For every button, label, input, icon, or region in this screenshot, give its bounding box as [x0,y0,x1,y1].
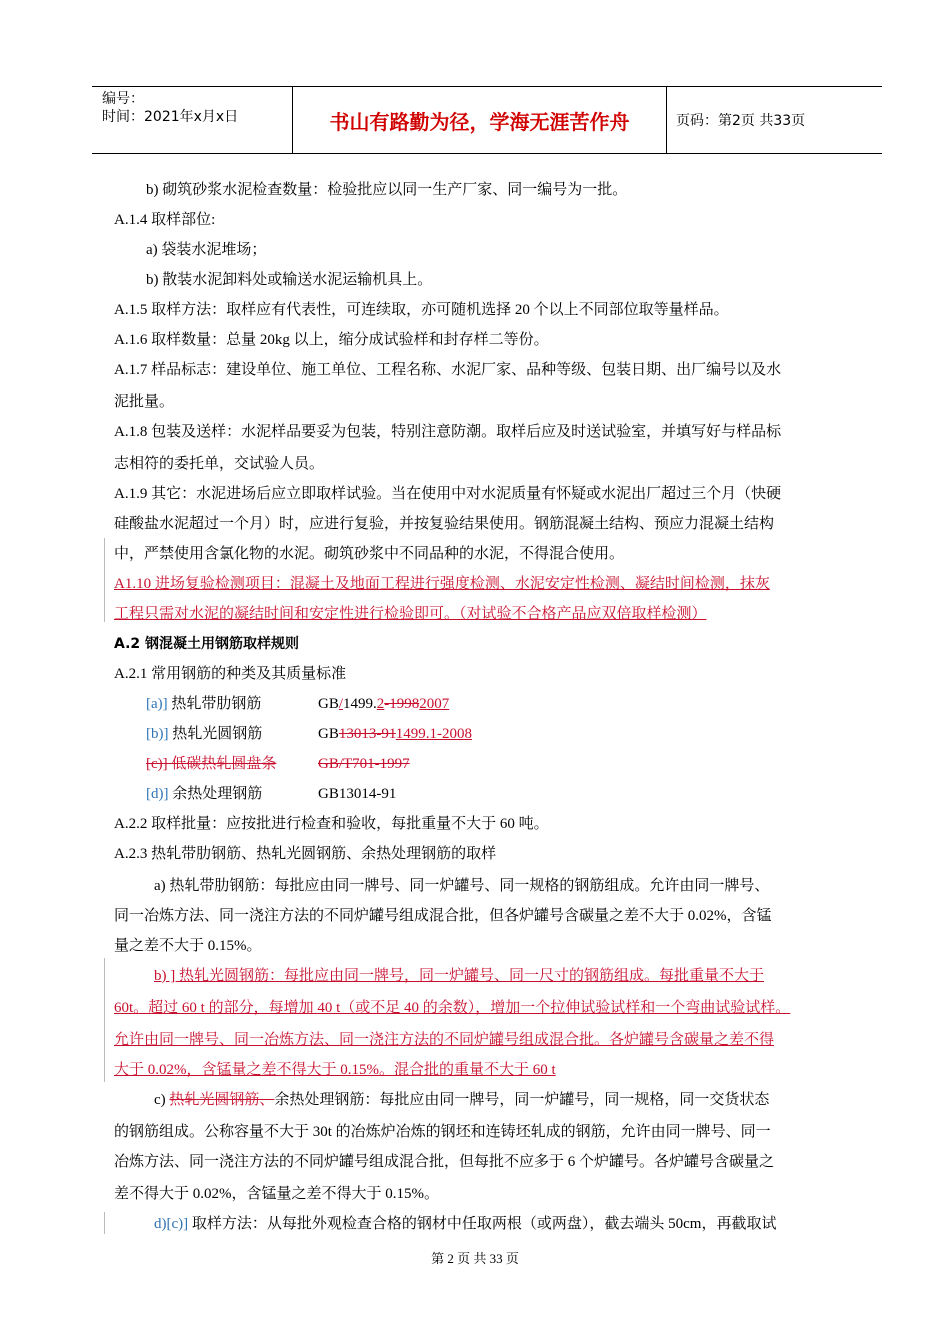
list-marker: d)[c)] [154,1216,189,1232]
inserted-text-line: b) ] 热轧光圆钢筋：每批应由同一牌号，同一炉罐号、同一尺寸的钢筋组成。每批重量不大于 [154,968,764,984]
text-line: 泥批量。 [114,394,175,410]
text-line: 量之差不大于 0.15%。 [114,938,262,954]
standard-code: GB13013-911499.1-2008 [318,726,473,742]
text-line: 的钢筋组成。公称容量不大于 30t 的冶炼炉冶炼的钢坯和连铸坯轧成的钢筋，允许由同一牌号、同一 [114,1124,771,1140]
text-line: 差不得大于 0.02%，含锰量之差不得大于 0.15%。 [114,1186,439,1202]
inserted-text-line: 60t。超过 60 t 的部分，每增加 40 t（或不足 40 的余数），增加一个拉伸试验试样和一个弯曲试验试样。 [114,1000,791,1016]
text-line: a) 袋装水泥堆场； [146,242,267,258]
text-line: A.1.5 取样方法：取样应有代表性，可连续取，亦可随机选择 20 个以上不同部位取等量样品。 [114,302,729,318]
page-header [92,86,882,154]
item-name: 热轧光圆钢筋 [168,726,263,742]
deleted-standard-item: [c)] 低碳热轧圆盘条 [146,756,277,772]
revision-bar [104,1212,105,1234]
text-line: A.1.7 样品标志：建设单位、施工单位、工程名称、水泥厂家、品种等级、包装日期、出厂编号以及水 [114,362,782,378]
text-line: b) 散装水泥卸料处或输送水泥运输机具上。 [146,272,433,288]
section-title: A.2 钢混凝土用钢筋取样规则 [114,636,300,652]
standard-item [146,694,261,714]
standard-item [146,784,262,804]
text-line: 中，严禁使用含氯化物的水泥。砌筑砂浆中不同品种的水泥，不得混合使用。 [114,546,625,562]
list-marker: [d)] [146,786,169,802]
header-page-info: 页码：第2页 共33页 [676,113,806,129]
revision-bar [104,538,105,622]
header-divider [666,87,667,153]
page-footer: 第 2 页 共 33 页 [431,1251,519,1266]
text-line: d)[c)] 取样方法：从每批外观检查合格的钢材中任取两根（或两盘），截去端头 50cm，再截取试 [154,1216,777,1232]
text-line: A.1.9 其它：水泥进场后应立即取样试验。当在使用中对水泥质量有怀疑或水泥出厂超过三个月（快硬 [114,486,782,502]
text-line: A.1.8 包装及送样：水泥样品要妥为包装，特别注意防潮。取样后应及时送试验室，并填写好与样品标 [114,424,782,440]
inserted-text-line: A1.10 进场复验检测项目：混凝土及地面工程进行强度检测、水泥安定性检测、凝结时间检测，抹灰 [114,576,770,592]
standard-code: GB/1499.2-19982007 [318,696,450,712]
text-line: 志相符的委托单，交试验人员。 [114,456,325,472]
text-line: A.2.1 常用钢筋的种类及其质量标准 [114,666,347,682]
revision-bar [104,958,105,1082]
section-heading: A.1.4 取样部位: [114,212,216,228]
inserted-text-line: 大于 0.02%，含锰量之差不得大于 0.15%。混合批的重量不大于 60 t [114,1062,556,1078]
inserted-text-line: 允许由同一牌号、同一冶炼方法、同一浇注方法的不同炉罐号组成混合批。各炉罐号含碳量之差不得 [114,1032,775,1048]
list-marker: [a)] [146,696,168,712]
text-line: 硅酸盐水泥超过一个月）时，应进行复验，并按复验结果使用。钢筋混凝土结构、预应力混凝土结构 [114,516,775,532]
text-line: b) 砌筑砂浆水泥检查数量：检验批应以同一生产厂家、同一编号为一批。 [146,182,628,198]
text-line: A.2.2 取样批量：应按批进行检查和验收，每批重量不大于 60 吨。 [114,816,549,832]
text-line: 同一冶炼方法、同一浇注方法的不同炉罐号组成混合批，但各炉罐号含碳量之差不大于 0.02%，含锰 [114,908,772,924]
standard-item [146,724,262,744]
text-line: c) 热轧光圆钢筋、余热处理钢筋：每批应由同一牌号，同一炉罐号，同一规格，同一交货状态 [154,1092,770,1108]
text-line: A.2.3 热轧带肋钢筋、热轧光圆钢筋、余热处理钢筋的取样 [114,846,497,862]
item-name: 余热处理钢筋 [168,786,263,802]
deleted-text: 热轧光圆钢筋、 [169,1092,275,1108]
list-marker: [b)] [146,726,169,742]
text-line: a) 热轧带肋钢筋：每批应由同一牌号、同一炉罐号、同一规格的钢筋组成。允许由同一牌号、 [154,878,770,894]
header-motto: 书山有路勤为径，学海无涯苦作舟 [329,109,630,134]
doc-time-label: 时间：2021年x月x日 [102,109,239,125]
doc-number-label: 编号： [102,91,144,107]
inserted-text-line: 工程只需对水泥的凝结时间和安定性进行检验即可。（对试验不合格产品应双倍取样检测） [114,606,707,622]
standard-code: GB13014-91 [318,786,397,802]
header-meta [92,87,292,153]
item-name: 热轧带肋钢筋 [167,696,262,712]
text-line: A.1.6 取样数量：总量 20kg 以上，缩分成试验样和封存样二等份。 [114,332,549,348]
text-line: 冶炼方法、同一浇注方法的不同炉罐号组成混合批，但每批不应多于 6 个炉罐号。各炉罐号含碳量之 [114,1154,775,1170]
deleted-standard-code: GB/T701-1997 [318,756,410,772]
